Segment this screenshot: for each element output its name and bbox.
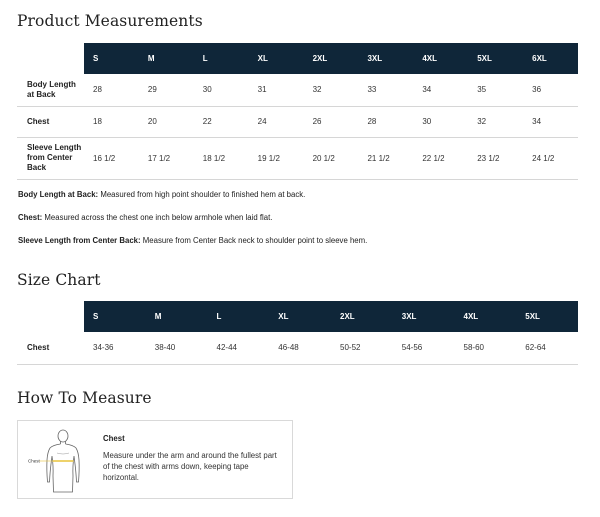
note-body-length [18,190,305,199]
note-sleeve-length [18,236,367,245]
size-header: S [84,43,139,74]
size-header: S [84,301,146,332]
table-cell: 38-40 [146,332,208,364]
size-header: 4XL [455,301,517,332]
table-cell: 54-56 [393,332,455,364]
table-cell: 28 [84,74,139,106]
table-cell: 32 [304,74,359,106]
size-header: M [139,43,194,74]
table-cell: 17 1/2 [139,137,194,179]
table-cell: 18 1/2 [194,137,249,179]
table-cell: 19 1/2 [249,137,304,179]
size-header: XL [249,43,304,74]
table-cell: 30 [194,74,249,106]
table-cell: 29 [139,74,194,106]
table-cell: 31 [249,74,304,106]
note-term: Body Length at Back: [18,190,99,199]
size-header: 5XL [468,43,523,74]
size-header: 4XL [413,43,468,74]
table-cell: 50-52 [331,332,393,364]
size-chart-table [17,301,578,365]
table-cell: 34-36 [84,332,146,364]
chest-figure-illustration [26,426,96,496]
row-label: Chest [17,332,84,364]
measure-card-title: Chest [103,434,125,443]
size-header: 6XL [523,43,578,74]
table-row [17,106,578,137]
note-text: Measured from high point shoulder to finished hem at back. [98,190,306,199]
table-cell: 28 [358,106,413,137]
table-cell: 42-44 [208,332,270,364]
product-measurements-heading: Product Measurements [17,12,203,30]
size-header: 2XL [331,301,393,332]
table-cell: 24 [249,106,304,137]
size-chart-heading: Size Chart [17,271,101,289]
measurements-table [17,43,578,180]
note-term: Sleeve Length from Center Back: [18,236,141,245]
how-to-measure-heading: How To Measure [17,389,152,407]
table-cell: 16 1/2 [84,137,139,179]
table-row [17,332,578,364]
table-cell: 32 [468,106,523,137]
note-term: Chest: [18,213,43,222]
table-cell: 22 [194,106,249,137]
table-cell: 34 [413,74,468,106]
table-cell: 33 [358,74,413,106]
size-header: L [208,301,270,332]
table-row [17,74,578,106]
measurements-corner [17,43,84,74]
table-cell: 30 [413,106,468,137]
table-cell: 35 [468,74,523,106]
table-cell: 18 [84,106,139,137]
measure-card [17,420,293,499]
note-text: Measure from Center Back neck to shoulder point to sleeve hem. [140,236,368,245]
row-label: Sleeve Length from Center Back [17,137,84,179]
size-header: 3XL [358,43,413,74]
note-chest [18,213,272,222]
row-label: Body Length at Back [17,74,84,106]
size-header: L [194,43,249,74]
table-cell: 46-48 [269,332,331,364]
measure-card-description: Measure under the arm and around the fullest part of the chest with arms down, keeping tape horizontal. [103,451,277,482]
size-header: M [146,301,208,332]
table-cell: 20 1/2 [304,137,359,179]
size-header: 5XL [516,301,578,332]
size-header: XL [269,301,331,332]
row-label: Chest [17,106,84,137]
size-chart-corner [17,301,84,332]
measurements-header-row [17,43,578,74]
table-cell: 34 [523,106,578,137]
table-cell: 20 [139,106,194,137]
table-cell: 36 [523,74,578,106]
size-header: 2XL [304,43,359,74]
table-cell: 22 1/2 [413,137,468,179]
table-cell: 23 1/2 [468,137,523,179]
table-row [17,137,578,179]
size-header: 3XL [393,301,455,332]
table-cell: 62-64 [516,332,578,364]
table-cell: 24 1/2 [523,137,578,179]
table-cell: 58-60 [455,332,517,364]
size-chart-header-row [17,301,578,332]
table-cell: 21 1/2 [358,137,413,179]
figure-chest-label: Chest [28,458,40,464]
table-cell: 26 [304,106,359,137]
note-text: Measured across the chest one inch below armhole when laid flat. [42,213,273,222]
